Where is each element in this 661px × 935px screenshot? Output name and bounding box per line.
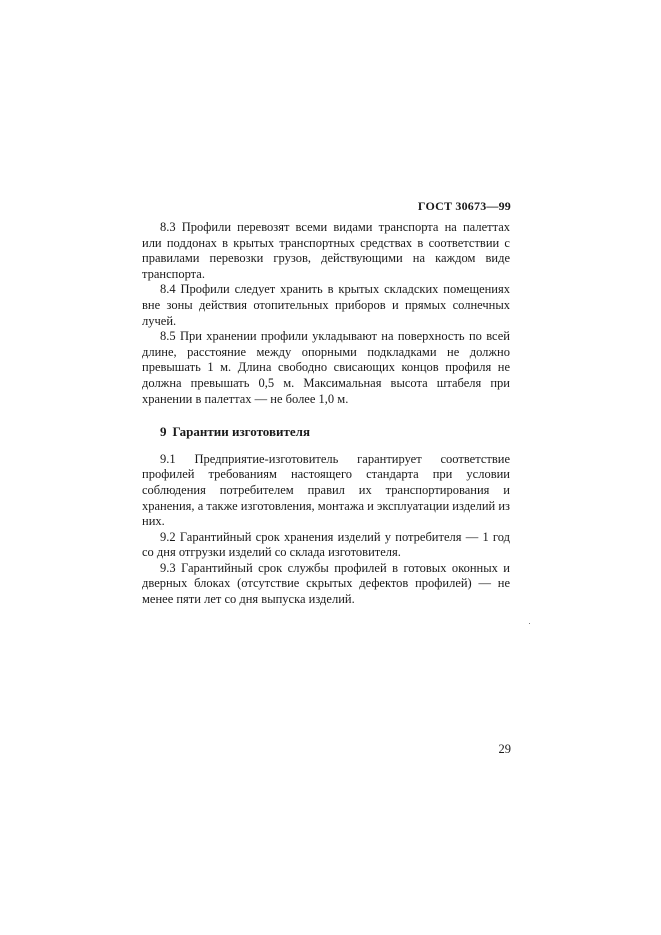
section-9-number: 9 bbox=[160, 424, 167, 440]
document-body bbox=[142, 220, 510, 608]
section-9-heading bbox=[142, 424, 510, 440]
paragraph-8-4: 8.4 Профили следует хранить в крытых складских помещениях вне зоны действия отопительных приборов и прямых солнечных лучей. bbox=[142, 282, 510, 328]
section-9-title: Гарантии изготовителя bbox=[172, 424, 310, 440]
document-code-header: ГОСТ 30673—99 bbox=[417, 199, 511, 213]
paragraph-9-3: 9.3 Гарантийный срок службы профилей в готовых оконных и дверных блоках (отсутствие скрытых дефектов профилей) — не менее пяти лет со дня выпуска изделий. bbox=[142, 560, 510, 607]
paragraph-9-1: 9.1 Предприятие-изготовитель гарантирует соответствие профилей требованиям настоящего стандарта при условии соблюдения потребителем правил их транспортирования и хранения, а также изготовления, монтажа и эксплуатации изделий из них. bbox=[142, 451, 510, 529]
scan-speck bbox=[529, 623, 530, 624]
paragraph-8-3: 8.3 Профили перевозят всеми видами транспорта на палеттах или поддонах в крытых транспортных средствах в соответствии с правилами перевозки грузов, действующими на каждом виде транспорта. bbox=[142, 220, 510, 281]
paragraph-8-5: 8.5 При хранении профили укладывают на поверхность по всей длине, расстояние между опорными подкладками не должно превышать 1 м. Длина свободно свисающих концов профиля не должна превышать 0,5 м. Максимальная высота штабеля при хранении в палеттах — не более 1,0 м. bbox=[142, 329, 510, 406]
paragraph-9-2: 9.2 Гарантийный срок хранения изделий у потребителя — 1 год со дня отгрузки изделий со склада изготовителя. bbox=[142, 529, 510, 560]
page-number: 29 bbox=[498, 742, 511, 756]
